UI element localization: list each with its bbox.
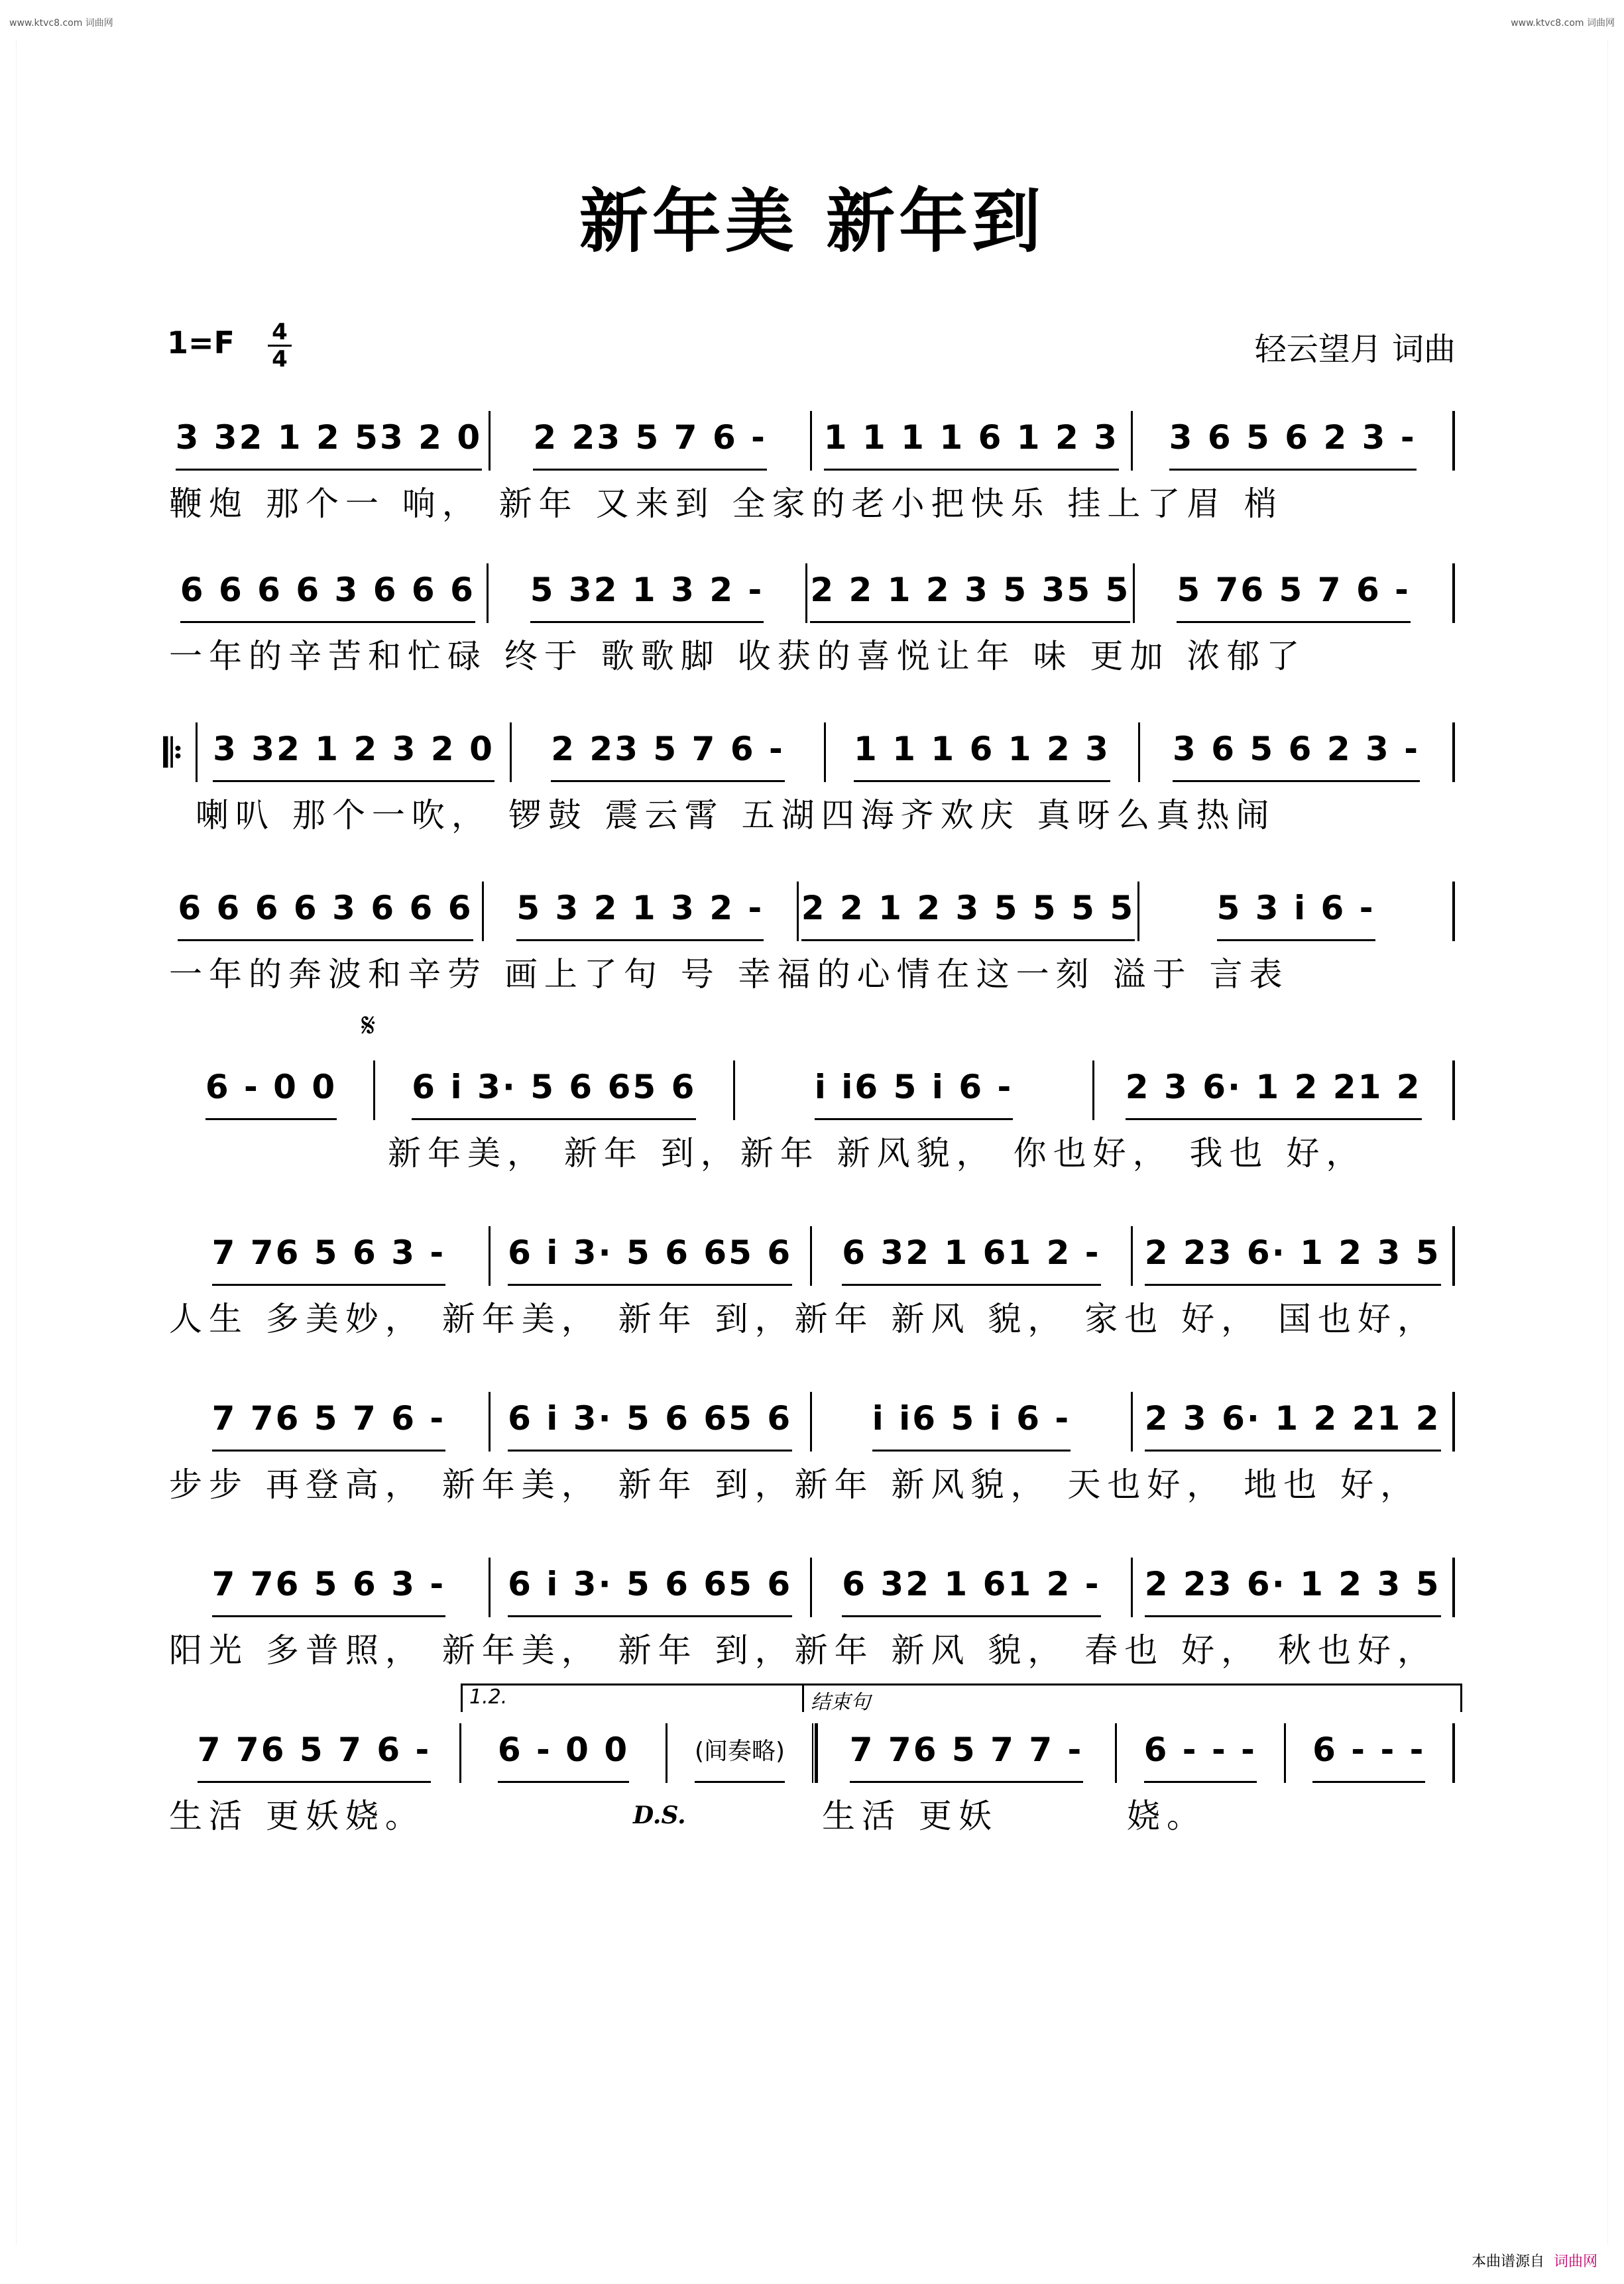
measure xyxy=(733,1060,1093,1120)
notes: 6 i 3· 5 6 65 6 xyxy=(412,1068,696,1120)
notation-row xyxy=(169,1723,1455,1783)
measure xyxy=(482,882,797,941)
measure xyxy=(169,563,487,623)
measure xyxy=(1138,722,1452,782)
score-system xyxy=(169,411,1455,543)
watermark-right: www.ktvc8.com 词曲网 xyxy=(1511,18,1615,29)
measure xyxy=(1284,1723,1453,1783)
notes: 2 3 6· 1 2 21 2 xyxy=(1145,1399,1441,1452)
notes: 3 6 5 6 2 3 - xyxy=(1173,730,1420,782)
notes: 3 32 1 2 53 2 0 xyxy=(176,418,483,471)
notes: 7 76 5 7 6 - xyxy=(198,1731,432,1783)
time-signature xyxy=(268,321,292,371)
final-score-system xyxy=(169,1685,1455,1856)
notes: 2 2 1 2 3 5 35 5 xyxy=(810,571,1130,623)
lyric-line-ending-final: 娆。 xyxy=(1127,1797,1206,1835)
measure xyxy=(810,1558,1131,1617)
lyric-line: 生活 更妖娆。 xyxy=(169,1797,425,1835)
measure xyxy=(666,1723,816,1783)
segno-sign: 𝄋 xyxy=(361,1006,376,1045)
ending-bracket: 结束句 xyxy=(802,1684,1462,1712)
measure xyxy=(489,1558,810,1617)
notes: 3 6 5 6 2 3 - xyxy=(1169,418,1417,471)
notation-row xyxy=(169,563,1455,623)
notation-row xyxy=(169,1226,1455,1286)
meter-top: 4 xyxy=(272,319,288,345)
notes: 2 23 6· 1 2 3 5 xyxy=(1145,1233,1441,1286)
ds-mark: D.S. xyxy=(633,1801,686,1829)
measure xyxy=(824,722,1138,782)
notes: 3 32 1 2 3 2 0 xyxy=(213,730,494,782)
measure xyxy=(169,1392,489,1452)
score-system xyxy=(169,882,1455,1014)
notation-row xyxy=(169,882,1455,941)
measure xyxy=(489,1392,810,1452)
notation-row xyxy=(169,1060,1455,1120)
notes: 6 32 1 61 2 - xyxy=(842,1565,1100,1617)
notes: 6 32 1 61 2 - xyxy=(842,1233,1100,1286)
lyric-line: 喇叭 那个一吹， 锣鼓 震云霄 五湖四海齐欢庆 真呀么真热闹 xyxy=(196,796,1276,834)
repeat-start-sign: 𝄆 xyxy=(164,730,183,775)
measure xyxy=(816,1723,1115,1783)
notes: 5 3 2 1 3 2 - xyxy=(516,889,764,941)
notes: 6 6 6 6 3 6 6 6 xyxy=(180,571,475,623)
measure xyxy=(169,1226,489,1286)
measure xyxy=(1133,563,1452,623)
score-system xyxy=(169,1226,1455,1359)
notes: i i6 5 i 6 - xyxy=(872,1399,1071,1452)
notes: 2 23 5 7 6 - xyxy=(551,730,785,782)
notation-row xyxy=(164,722,1455,782)
notation-row xyxy=(169,1392,1455,1452)
measure xyxy=(810,1392,1131,1452)
notes: i i6 5 i 6 - xyxy=(815,1068,1014,1120)
score-system xyxy=(169,1392,1455,1524)
measure xyxy=(1092,1060,1452,1120)
measure xyxy=(797,882,1137,941)
measure xyxy=(1137,882,1452,941)
notes: 2 23 6· 1 2 3 5 xyxy=(1145,1565,1441,1617)
meter-bottom: 4 xyxy=(272,346,288,372)
author-credit: 轻云望月 词曲 xyxy=(1254,331,1456,368)
watermark-left: www.ktvc8.com 词曲网 xyxy=(9,18,113,29)
key-signature: 1=F xyxy=(167,325,235,361)
notes: 7 76 5 7 6 - xyxy=(212,1399,446,1452)
score-system xyxy=(169,1006,1455,1193)
score-system xyxy=(169,1558,1455,1690)
score-system xyxy=(164,722,1455,855)
notes: 6 - 0 0 xyxy=(498,1731,629,1783)
measure xyxy=(1131,411,1452,471)
lyric-line: 鞭炮 那个一 响， 新年 又来到 全家的老小把快乐 挂上了眉 梢 xyxy=(169,485,1284,523)
measure xyxy=(510,722,824,782)
song-title: 新年美 新年到 xyxy=(579,180,1045,262)
right-margin-strip xyxy=(1607,40,1624,2244)
notes: 5 3 i 6 - xyxy=(1217,889,1375,941)
measure xyxy=(810,1226,1131,1286)
lyric-line: 一年的奔波和辛劳 画上了句 号 幸福的心情在这一刻 溢于 言表 xyxy=(169,955,1289,994)
score-system xyxy=(169,563,1455,696)
notes: 6 i 3· 5 6 65 6 xyxy=(508,1565,792,1617)
notes: 5 32 1 3 2 - xyxy=(530,571,764,623)
measure xyxy=(487,563,806,623)
notes: 7 76 5 6 3 - xyxy=(212,1233,446,1286)
notes: 6 i 3· 5 6 65 6 xyxy=(508,1399,792,1452)
measure xyxy=(1131,1226,1452,1286)
interlude-note: (间奏略) xyxy=(695,1733,785,1783)
lyric-line-ending: 生活 更妖 xyxy=(822,1797,998,1835)
lyric-line: 人生 多美妙， 新年美， 新年 到，新年 新风 貌， 家也 好， 国也好， xyxy=(169,1300,1438,1338)
notes: 6 - 0 0 xyxy=(205,1068,337,1120)
notes: 6 - - - xyxy=(1312,1731,1425,1783)
measure xyxy=(373,1060,733,1120)
notes: 6 6 6 6 3 6 6 6 xyxy=(178,889,473,941)
notes: 1 1 1 1 6 1 2 3 xyxy=(824,418,1119,471)
lyric-line: 一年的辛苦和忙碌 终于 歌歌脚 收获的喜悦让年 味 更加 浓郁了 xyxy=(169,637,1306,675)
measure xyxy=(1131,1558,1452,1617)
lyric-line: 步步 再登高， 新年美， 新年 到，新年 新风貌， 天也好， 地也 好， xyxy=(169,1465,1421,1504)
measure xyxy=(169,882,482,941)
notes: 2 3 6· 1 2 21 2 xyxy=(1126,1068,1422,1120)
measure xyxy=(459,1723,666,1783)
notation-row xyxy=(169,1558,1455,1617)
measure xyxy=(169,1558,489,1617)
source-text: 本曲谱源自 xyxy=(1471,2254,1544,2270)
lyric-line: 阳光 多普照， 新年美， 新年 到，新年 新风 貌， 春也 好， 秋也好， xyxy=(169,1631,1438,1670)
lyric-line: 新年美， 新年 到，新年 新风貌， 你也好， 我也 好， xyxy=(388,1134,1366,1172)
notation-row xyxy=(169,411,1455,471)
measure xyxy=(489,1226,810,1286)
notes: 1 1 1 6 1 2 3 xyxy=(854,730,1110,782)
measure xyxy=(1115,1723,1284,1783)
measure xyxy=(489,411,810,471)
measure xyxy=(169,1723,459,1783)
source-credit xyxy=(1472,2250,1597,2271)
volta-bracket: 1.2. xyxy=(461,1684,940,1712)
left-margin-strip xyxy=(0,40,17,2244)
notes: 6 - - - xyxy=(1144,1731,1257,1783)
measure xyxy=(810,411,1131,471)
notes: 2 23 5 7 6 - xyxy=(533,418,767,471)
source-site-link[interactable]: 词曲网 xyxy=(1553,2254,1597,2270)
measure xyxy=(196,722,510,782)
notes: 7 76 5 6 3 - xyxy=(212,1565,446,1617)
measure xyxy=(169,1060,373,1120)
measure xyxy=(169,411,489,471)
notes: 2 2 1 2 3 5 5 5 5 xyxy=(801,889,1135,941)
notes: 6 i 3· 5 6 65 6 xyxy=(508,1233,792,1286)
notes: 5 76 5 7 6 - xyxy=(1177,571,1411,623)
notes: 7 76 5 7 7 - xyxy=(850,1731,1084,1783)
measure xyxy=(1131,1392,1452,1452)
measure xyxy=(805,563,1133,623)
